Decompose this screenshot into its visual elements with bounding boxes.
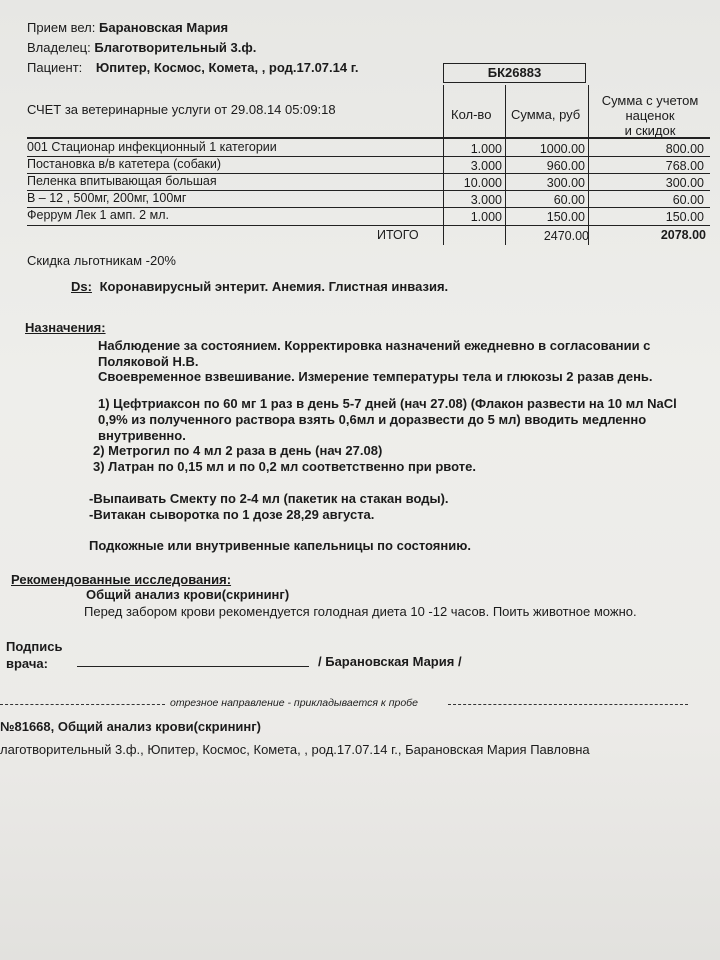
diagnosis-text: Коронавирусный энтерит. Анемия. Глистная инвазия. — [99, 279, 449, 294]
signature-label-2: врача: — [6, 656, 48, 671]
prescription-line: Подкожные или внутривенные капельницы по состоянию. — [89, 538, 471, 553]
invoice-title: СЧЕТ за ветеринарные услуги от 29.08.14 05:09:18 — [27, 102, 336, 117]
total-final: 2078.00 — [660, 228, 706, 242]
recommended-test: Общий анализ крови(скрининг) — [86, 587, 290, 602]
diagnosis-label: Ds: — [71, 279, 92, 294]
signature-line — [77, 666, 309, 667]
discount-note: Скидка льготникам -20% — [27, 253, 176, 268]
prescription-line: 1) Цефтриаксон по 60 мг 1 раз в день 5-7 дней (нач 27.08) (Флакон развести на 10 мл NaCl — [98, 396, 677, 411]
prescriptions-label: Назначения: — [25, 320, 106, 335]
prescription-line: 3) Латран по 0,15 мл и по 0,2 мл соответственно при рвоте. — [93, 459, 476, 474]
patient-line: Пациент: Юпитер, Космос, Комета, , род.17.07.14 г. — [27, 60, 359, 75]
col-sum-header: Сумма, руб — [511, 107, 581, 122]
prescription-line: Наблюдение за состоянием. Корректировка назначений ежедневно в согласовании с — [98, 338, 651, 353]
owner-line: Владелец: Благотворительный 3.ф. — [27, 40, 257, 55]
receiver-name: Барановская Мария — [99, 20, 229, 35]
diagnosis-line — [71, 279, 448, 294]
prescription-line: Поляковой Н.В. — [98, 354, 199, 369]
total-sum: 2470.00 — [543, 229, 589, 243]
cut-line-left — [0, 704, 165, 705]
owner-name: Благотворительный 3.ф. — [94, 40, 257, 55]
prescription-line: 0,9% из полученного раствора взять 0,6мл и доразвести до 5 мл) вводить медленно — [98, 412, 647, 427]
signature-name: / Барановская Мария / — [318, 654, 462, 669]
table-row-rule — [27, 225, 710, 226]
patient-name: Юпитер, Космос, Комета, , род.17.07.14 г. — [95, 60, 359, 75]
signature-label-1: Подпись — [6, 639, 63, 654]
recommended-label: Рекомендованные исследования: — [11, 572, 232, 587]
receiver-line: Прием вел: Барановская Мария — [27, 20, 229, 35]
col-qty-header: Кол-во — [451, 107, 492, 122]
recommended-note: Перед забором крови рекомендуется голодная диета 10 -12 часов. Поить животное можно. — [84, 604, 637, 619]
cut-order: №81668, Общий анализ крови(скрининг) — [0, 719, 262, 734]
cut-line-right — [448, 704, 688, 705]
total-label: ИТОГО — [377, 228, 419, 242]
invoice-table: СЧЕТ за ветеринарные услуги от 29.08.14 05:09:18 Кол-во Сумма, руб Сумма с учетом наценок и скидок 001 Стационар инфекционный 1 категории 1.000 1000.00 800.00 Постановка в/в катетера (собаки) 3.000 960.00 768.00 Пеленка впитывающая большая 10.000 300.00 300.00 В – 12 , 500мг, 200мг, 100мг 3.000 60.00 60.00 Феррум Лек 1 амп. 2 мл. 1.000 150.00 150.00 ИТОГО 2470.00 2078.00 — [27, 85, 710, 245]
prescription-line: 2) Метрогил по 4 мл 2 раза в день (нач 27.08) — [93, 443, 383, 458]
table-divider — [588, 85, 589, 245]
invoice-code-box: БК26883 — [443, 63, 586, 83]
cut-note: отрезное направление - прикладывается к пробе — [170, 697, 418, 709]
prescription-line: -Витакан сыворотка по 1 дозе 28,29 августа. — [89, 507, 375, 522]
cut-details: лаготворительный 3.ф., Юпитер, Космос, Комета, , род.17.07.14 г., Барановская Мария Павловна — [0, 742, 590, 757]
prescription-line: -Выпаивать Смекту по 2-4 мл (пакетик на стакан воды). — [89, 491, 449, 506]
prescription-line: внутривенно. — [98, 428, 186, 443]
table-divider — [505, 85, 506, 245]
prescription-line: Своевременное взвешивание. Измерение температуры тела и глюкозы 2 разав день. — [98, 369, 653, 384]
table-divider — [443, 85, 444, 245]
col-total-header: Сумма с учетом наценок и скидок — [601, 93, 699, 138]
